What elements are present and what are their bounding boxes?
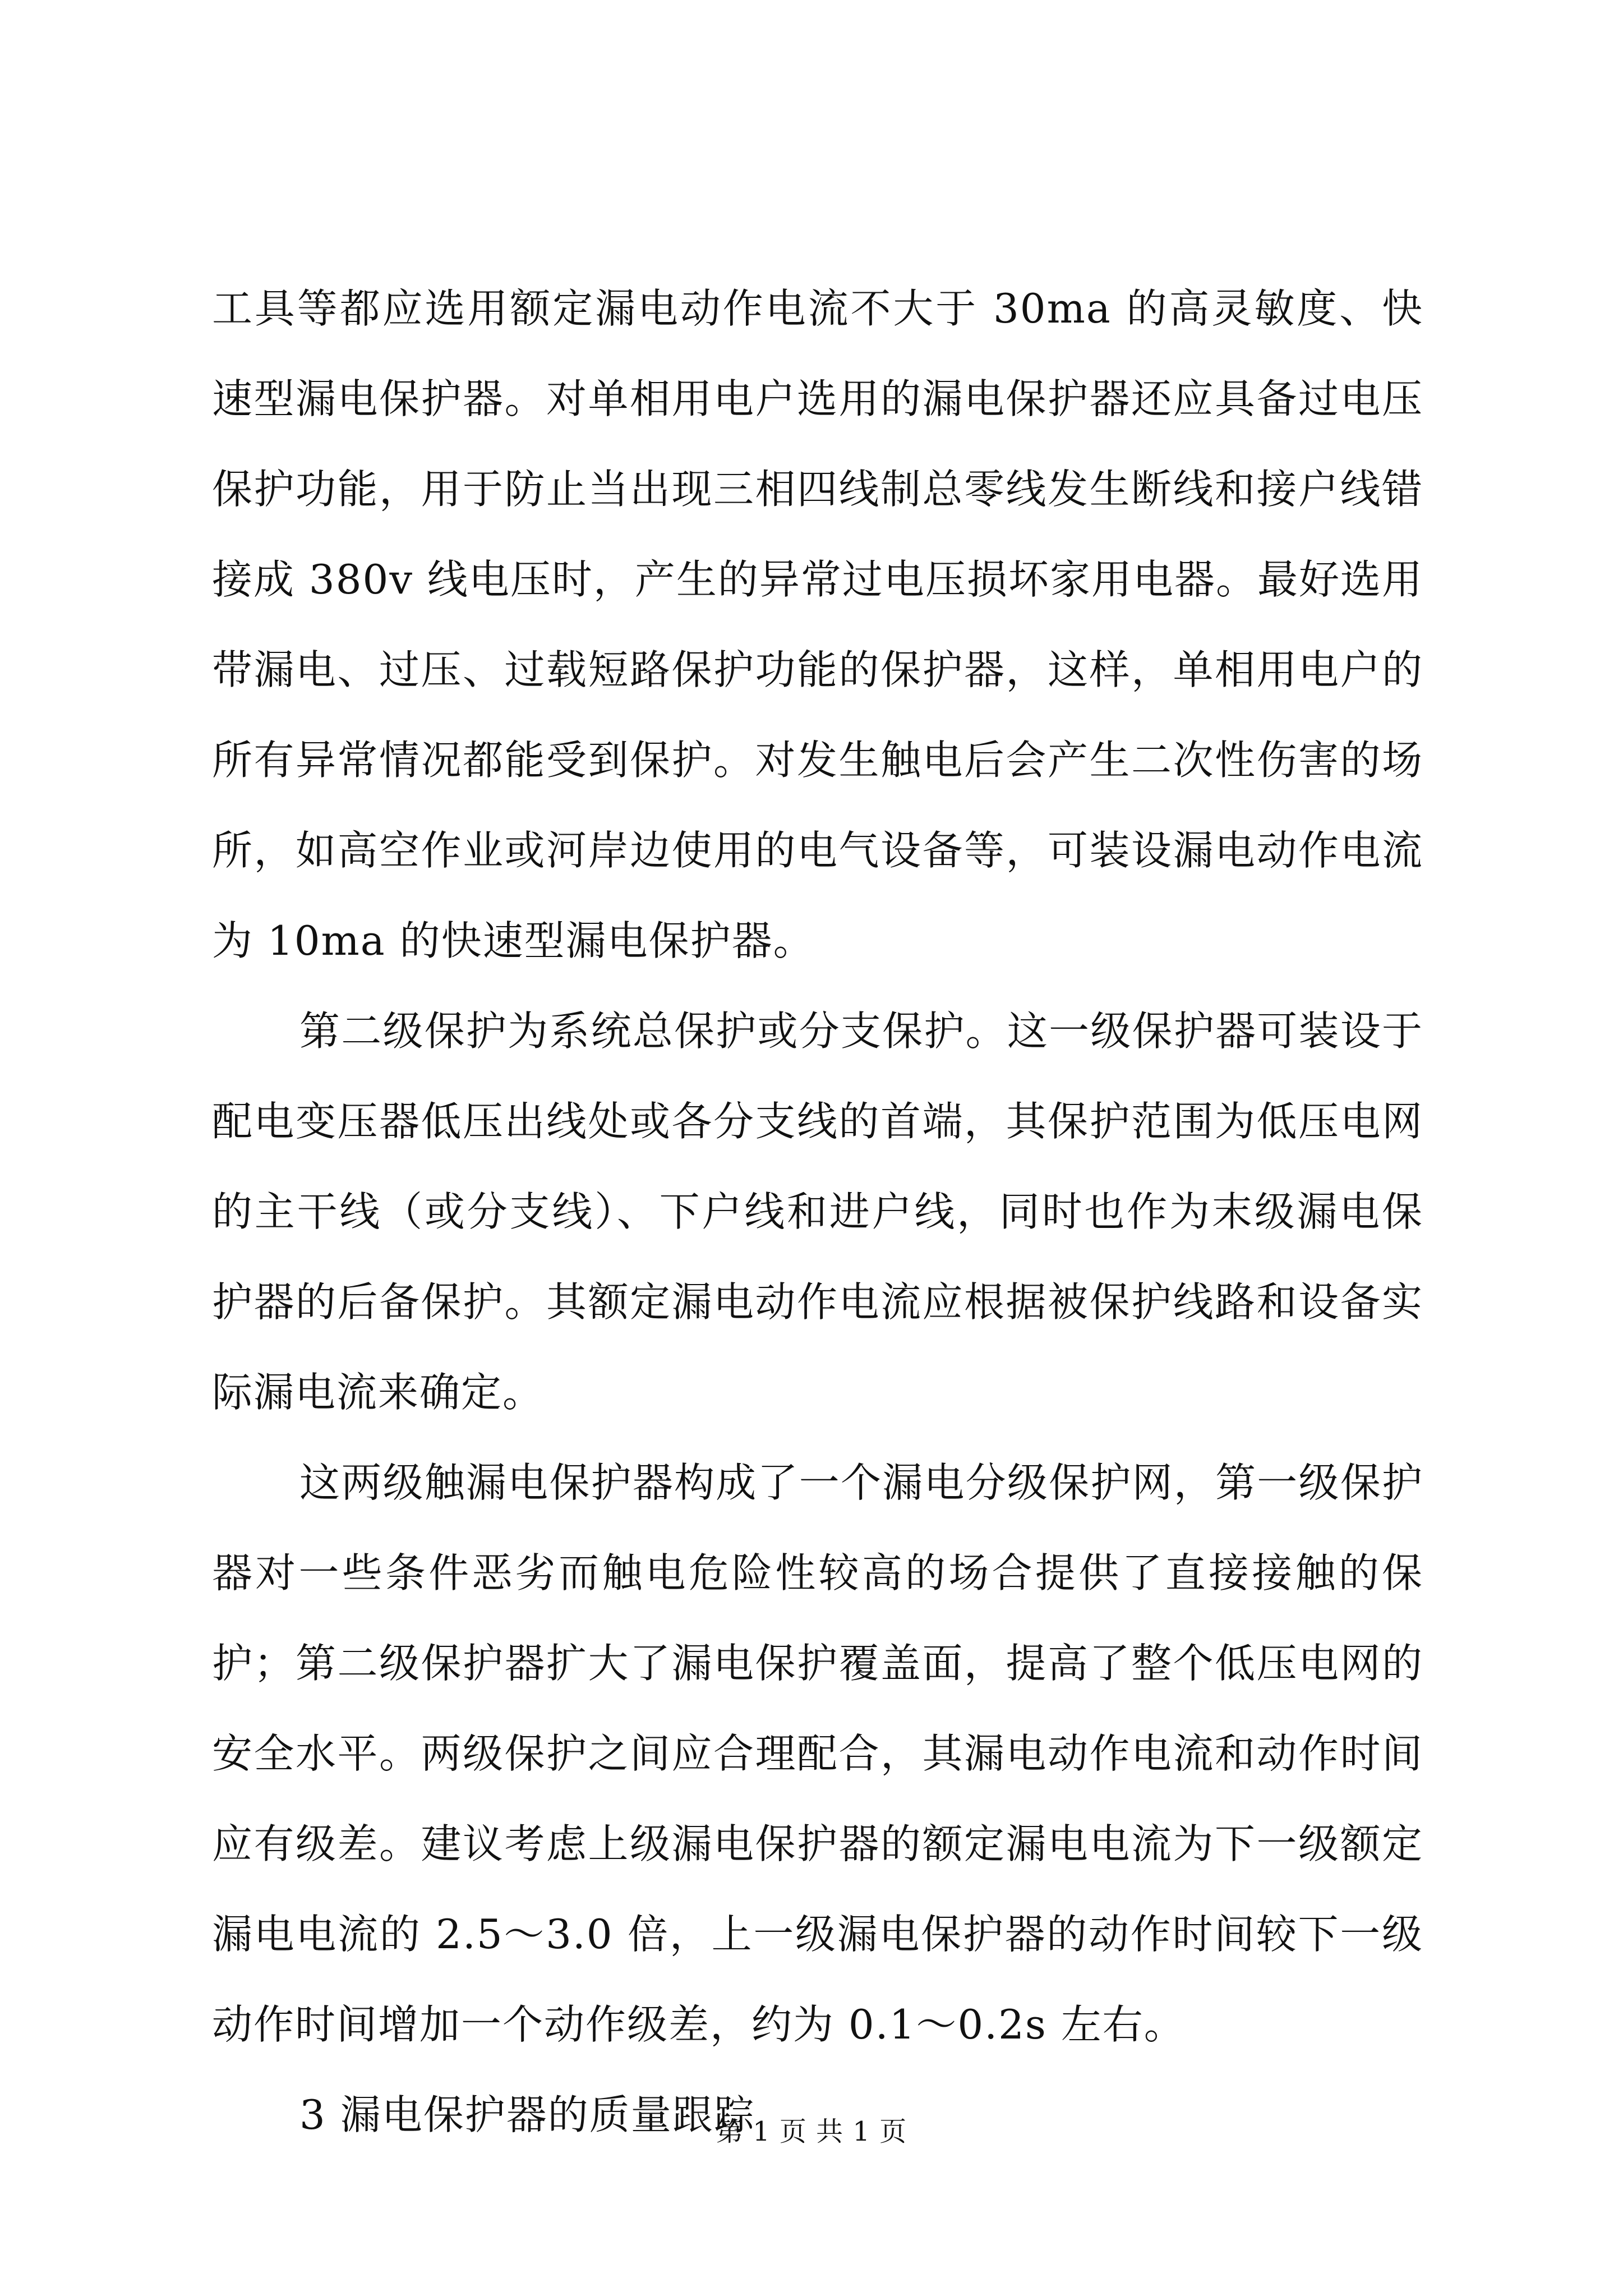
paragraph-continuation: 工具等都应选用额定漏电动作电流不大于 30ma 的高灵敏度、快速型漏电保护器。对单相用电户选用的漏电保护器还应具备过电压保护功能，用于防止当出现三相四线制总零线发生断线和接户线错接成 380v 线电压时，产生的异常过电压损坏家用电器。最好选用带漏电、过压、过载短路保护功能的保护器，这样，单相用电户的所有异常情况都能受到保护。对发生触电后会产生二次性伤害的场所，如高空作业或河岸边使用的电气设备等，可装设漏电动作电流为 10ma 的快速型漏电保护器。 [212, 285, 1423, 964]
section-heading-quality-tracking: 3 漏电保护器的质量跟踪 [299, 2091, 755, 2138]
paragraph-two-level-network: 这两级触漏电保护器构成了一个漏电分级保护网，第一级保护器对一些条件恶劣而触电危险性较高的场合提供了直接接触的保护；第二级保护器扩大了漏电保护覆盖面，提高了整个低压电网的安全水平。两级保护之间应合理配合，其漏电动作电流和动作时间应有级差。建议考虑上级漏电保护器的额定漏电电流为下一级额定漏电电流的 2.5～3.0 倍，上一级漏电保护器的动作时间较下一级动作时间增加一个动作级差，约为 0.1～0.2s 左右。 [212, 1459, 1423, 2048]
page-footer: 第 1 页 共 1 页 [716, 2116, 907, 2147]
document-body [212, 264, 1423, 2160]
paragraph-second-level-protection: 第二级保护为系统总保护或分支保护。这一级保护器可装设于配电变压器低压出线处或各分支线的首端，其保护范围为低压电网的主干线（或分支线）、下户线和进户线，同时也作为末级漏电保护器的后备保护。其额定漏电动作电流应根据被保护线路和设备实际漏电流来确定。 [212, 1007, 1423, 1416]
